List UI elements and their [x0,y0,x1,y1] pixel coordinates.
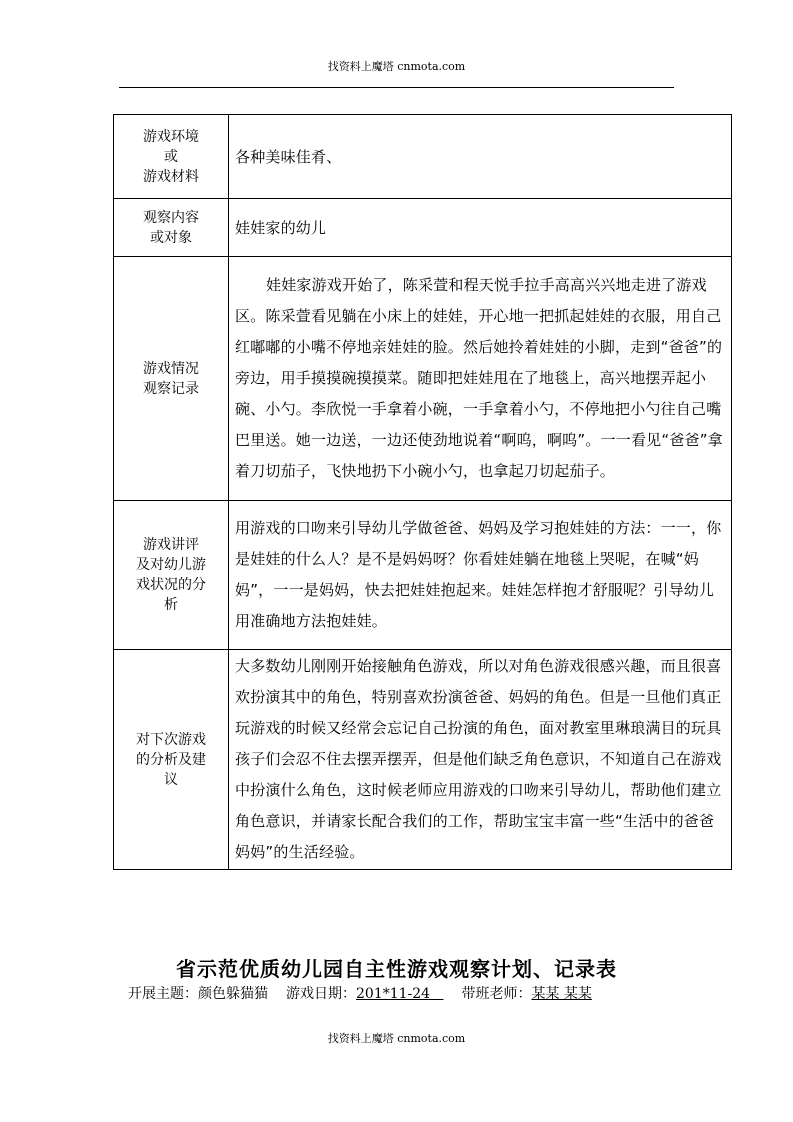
row-label-materials: 游戏环境 或 游戏材料 [114,115,229,199]
teacher-label: 带班老师： [461,986,532,1002]
row-content-materials: 各种美味佳肴、 [229,115,732,199]
row-content-evaluation: 用游戏的口吻来引导幼儿学做爸爸、妈妈及学习抱娃娃的方法：一一，你是娃娃的什么人？是不是妈妈呀？你看娃娃躺在地毯上哭呢，在喊“妈妈”，一一是妈妈，快去把娃娃抱起来。娃娃怎样抱才舒服呢？引导幼儿用准确地方法抱娃娃。 [229,501,732,650]
theme-value: 颜色躲猫猫 [198,986,268,1002]
theme-label: 开展主题： [128,986,198,1002]
header-divider [119,87,674,88]
table-row [114,257,732,501]
table-row [114,650,732,870]
table-row [114,501,732,650]
page-footer: 找资料上魔塔 cnmota.com [327,1032,466,1045]
table-row [114,115,732,199]
date-label: 游戏日期： [286,986,356,1002]
meta-line [128,983,592,1003]
page-header: 找资料上魔塔 cnmota.com [327,60,466,73]
row-content-record: 娃娃家游戏开始了，陈采萱和程天悦手拉手高高兴兴地走进了游戏区。陈采萱看见躺在小床上的娃娃，开心地一把抓起娃娃的衣服，用自己红嘟嘟的小嘴不停地亲娃娃的脸。然后她拎着娃娃的小脚，走到“爸爸”的旁边，用手摸摸碗摸摸菜。随即把娃娃甩在了地毯上，高兴地摆弄起小碗、小勺。李欣悦一手拿着小碗，一手拿着小勺，不停地把小勺往自己嘴巴里送。她一边送，一边还使劲地说着“啊呜，啊呜”。一一看见“爸爸”拿着刀切茄子，飞快地扔下小碗小勺，也拿起刀切起茄子。 [229,257,732,501]
row-label-evaluation: 游戏讲评 及对幼儿游 戏状况的分 析 [114,501,229,650]
row-content-subject: 娃娃家的幼儿 [229,199,732,257]
date-value: 201*11-24 [356,986,431,1002]
row-label-subject: 观察内容 或对象 [114,199,229,257]
row-content-suggestion: 大多数幼儿刚刚开始接触角色游戏，所以对角色游戏很感兴趣，而且很喜欢扮演其中的角色，特别喜欢扮演爸爸、妈妈的角色。但是一旦他们真正玩游戏的时候又经常会忘记自己扮演的角色，面对教室里琳琅满目的玩具孩子们会忍不住去摆弄摆弄，但是他们缺乏角色意识，不知道自己在游戏中扮演什么角色，这时候老师应用游戏的口吻来引导幼儿，帮助他们建立角色意识，并请家长配合我们的工作，帮助宝宝丰富一些“生活中的爸爸妈妈”的生活经验。 [229,650,732,870]
row-label-suggestion: 对下次游戏 的分析及建 议 [114,650,229,870]
observation-table [113,114,732,870]
row-label-record: 游戏情况 观察记录 [114,257,229,501]
page-title: 省示范优质幼儿园自主性游戏观察计划、记录表 [176,957,617,981]
table-row [114,199,732,257]
teacher-value: 某某 某某 [531,986,592,1002]
